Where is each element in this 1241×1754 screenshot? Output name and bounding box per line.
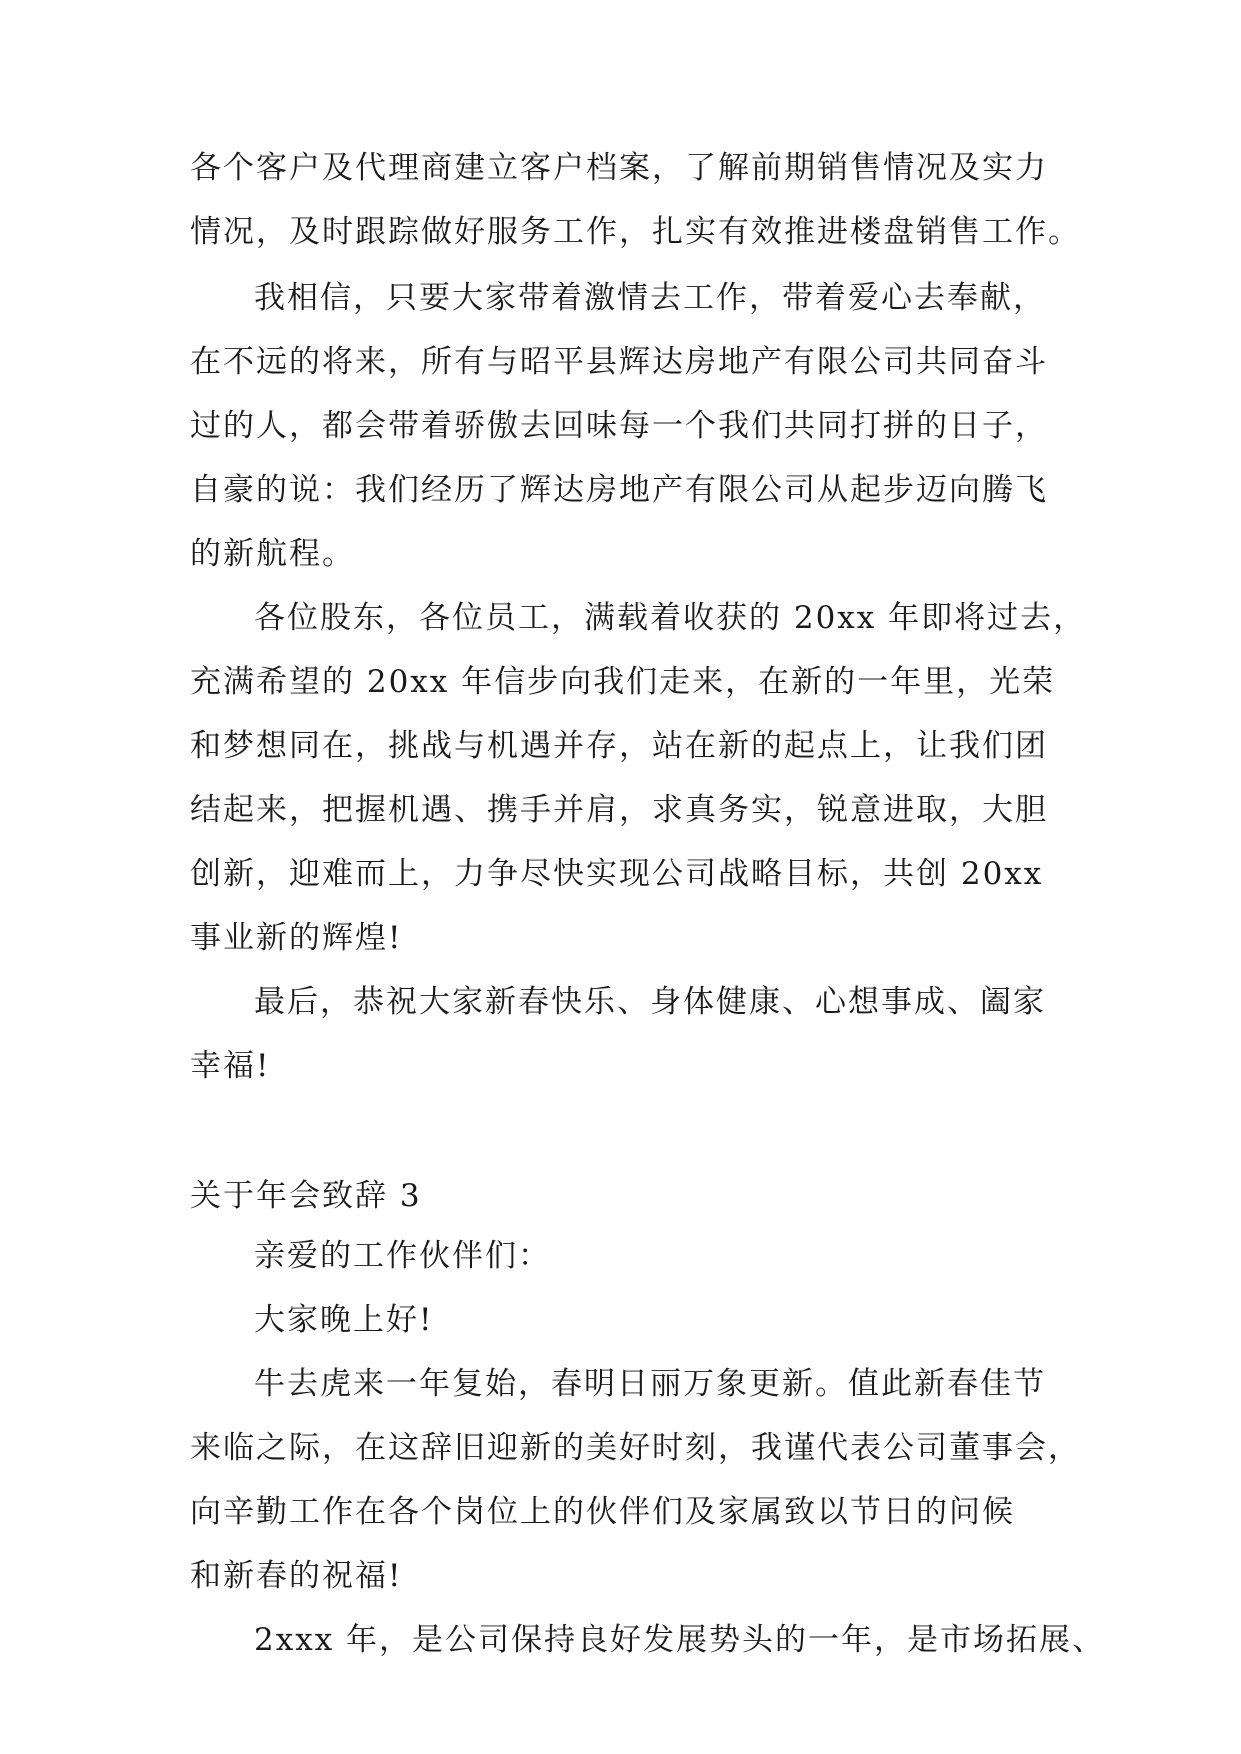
paragraph-line: 情况，及时跟踪做好服务工作，扎实有效推进楼盘销售工作。 <box>190 214 1081 250</box>
paragraph-line: 最后，恭祝大家新春快乐、身体健康、心想事成、阖家 <box>254 984 1046 1020</box>
paragraph-line: 事业新的辉煌! <box>190 920 403 956</box>
paragraph-line: 充满希望的 20xx 年信步向我们走来，在新的一年里，光荣 <box>190 664 1056 700</box>
paragraph-line: 过的人，都会带着骄傲去回味每一个我们共同打拼的日子， <box>190 408 1048 444</box>
paragraph-line: 和梦想同在，挑战与机遇并存，站在新的起点上，让我们团 <box>190 728 1048 764</box>
paragraph-line: 各位股东，各位员工，满载着收获的 20xx 年即将过去， <box>254 600 1087 636</box>
salutation: 亲爱的工作伙伴们： <box>254 1238 551 1274</box>
paragraph-line: 创新，迎难而上，力争尽快实现公司战略目标，共创 20xx <box>190 856 1044 892</box>
paragraph-line: 2xxx 年，是公司保持良好发展势头的一年，是市场拓展、 <box>254 1622 1106 1658</box>
paragraph-line: 的新航程。 <box>190 536 355 572</box>
paragraph-line: 向辛勤工作在各个岗位上的伙伴们及家属致以节日的问候 <box>190 1494 1015 1530</box>
paragraph-line: 结起来，把握机遇、携手并肩，求真务实，锐意进取，大胆 <box>190 792 1048 828</box>
section-heading: 关于年会致辞 3 <box>190 1178 422 1214</box>
greeting: 大家晚上好! <box>254 1302 434 1338</box>
paragraph-line: 自豪的说：我们经历了辉达房地产有限公司从起步迈向腾飞 <box>190 472 1048 508</box>
paragraph-line: 在不远的将来，所有与昭平县辉达房地产有限公司共同奋斗 <box>190 344 1048 380</box>
paragraph-line: 我相信，只要大家带着激情去工作，带着爱心去奉献， <box>254 280 1046 316</box>
paragraph-line: 来临之际，在这辞旧迎新的美好时刻，我谨代表公司董事会， <box>190 1430 1081 1466</box>
paragraph-line: 各个客户及代理商建立客户档案，了解前期销售情况及实力 <box>190 150 1048 186</box>
paragraph-line: 幸福! <box>190 1048 271 1084</box>
paragraph-line: 牛去虎来一年复始，春明日丽万象更新。值此新春佳节 <box>254 1366 1046 1402</box>
paragraph-line: 和新春的祝福! <box>190 1558 403 1594</box>
